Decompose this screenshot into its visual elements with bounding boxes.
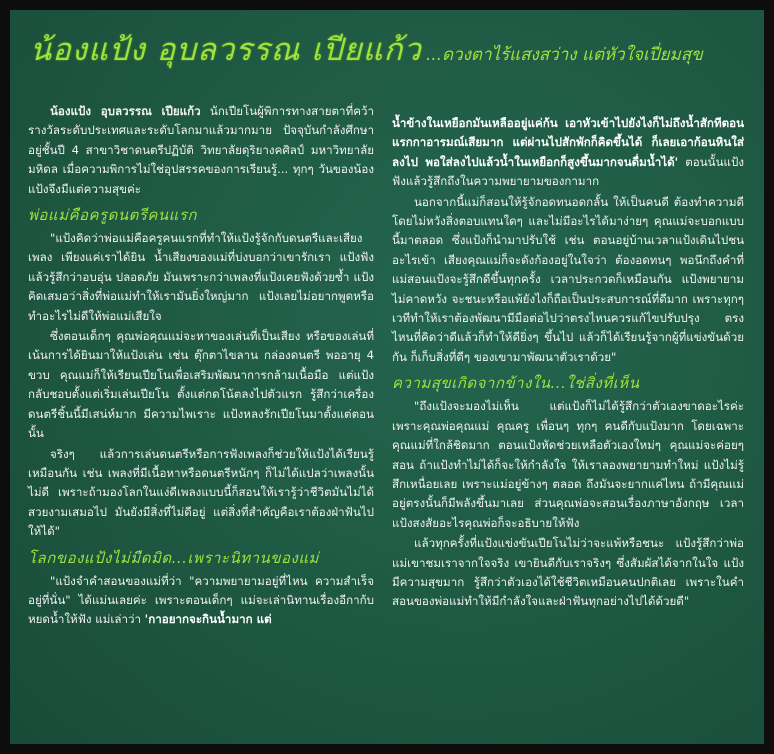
paragraph: ซึ่งตอนเด็กๆ คุณพ่อคุณแม่จะหาของเล่นที่เป็นเสียง หรือของเล่นที่เน้นการได้ยินมาให้แป้งเล่น เช่น ตุ๊กตาไขลาน กล่องดนตรี พออายุ 4 ขวบ คุณแม่ก็ให้เรียนเปียโนเพื่อเสริมพัฒนาการกล้ามเนื้อมือ แต่แป้งกลับชอบตั้งแต่เริ่มเล่นเปียโน ตั้งแต่กดโน้ตลงไปตัวแรก รู้สึกว่าเครื่องดนตรีชิ้นนี้มีเสน่ห์มาก มีความไพเราะ แป้งหลงรักเปียโนมาตั้งแต่ตอนนั้น xyxy=(28,329,374,441)
title-main: น้องแป้ง อุบลวรรณ เปียแก้ว xyxy=(30,32,422,68)
article-title xyxy=(30,24,760,86)
intro-name: น้องแป้ง อุบลวรรณ เปียแก้ว xyxy=(50,104,201,118)
paragraph xyxy=(28,572,374,630)
intro-paragraph xyxy=(28,102,374,199)
title-subtitle: ...ดวงตาไร้แสงสว่าง แต่หัวใจเปี่ยมสุข xyxy=(425,45,703,65)
paragraph: จริงๆ แล้วการเล่นดนตรีหรือการฟังเพลงก็ช่วยให้แป้งได้เรียนรู้เหมือนกัน เช่น เพลงที่มีเนื้อหาหรือดนตรีหนักๆ ก็ไม่ได้แปลว่าเพลงนั้นไม่ดี เพราะถ้ามองโลกในแง่ดีเพลงแบบนี้ก็สอนให้เรารู้ว่าชีวิตมันไม่ได้สวยงามเสมอไป มันยังมีสิ่งที่ไม่ดีอยู่ แต่สิ่งที่สำคัญคือเราต้องฝ่าฟันไปให้ได้" xyxy=(28,446,374,539)
section-heading-happiness-within: ความสุขเกิดจากข้างใน...ใช่สิ่งที่เห็น xyxy=(392,374,640,393)
paragraph-highlight: น้ำข้างในเหยือกมันเหลืออยู่แค่ก้น เอาหัวเข้าไปยังไงก็ไม่ถึงน้ำสักทีตอนแรกกาอารมณ์เสียมาก แต่ผ่านไปสักพักก็คิดขึ้นได้ ก็เลยเอาก้อนหินใส่ลงไป พอใส่ลงไปแล้วน้ำในเหยือกก็สูงขึ้นมากจนดื่มน้ำได้' xyxy=(392,116,744,169)
section-heading-parents-teachers: พ่อแม่คือครูดนตรีคนแรก xyxy=(28,206,197,225)
paragraph: นอกจากนี้แม่ก็สอนให้รู้จักอดทนอดกลั้น ให้เป็นคนดี ต้องทำความดีโดยไม่หวังสิ่งตอบแทนใดๆ และไม่มีอะไรได้มาง่ายๆ คุณแม่จะบอกแบบนี้มาตลอด ซึ่งแป้งก็นำมาปรับใช้ เช่น ตอนอยู่บ้านเวลาแป้งเดินไปชนอะไรเข้า เสียงคุณแม่ก็จะดังก้องอยู่ในใจว่า ต้องอดทนๆ พอนึกถึงคำที่แม่สอนแป้งจะรู้สึกดีขึ้นทุกครั้ง เวลาประกวดก็เหมือนกัน แป้งพยายามไม่คาดหวัง จะชนะหรือแพ้ยังไงก็ถือเป็นประสบการณ์ที่ดีมาก เพราะทุกๆ เวทีทำให้เราต้องพัฒนามีมือต่อไปว่าตรงไหนควรแก้ไขปรับปรุง ตรงไหนที่คิดว่าดีแล้วก็ทำให้ดียิ่งๆ ขึ้นไป แล้วก็ได้เรียนรู้จากผู้ที่แข่งขันด้วยกัน ก็เก็บสิ่งที่ดีๆ ของเขามาพัฒนาตัวเราด้วย" xyxy=(392,194,744,364)
paragraph: "แป้งคิดว่าพ่อแม่คือครูคนแรกที่ทำให้แป้งรู้จักกับดนตรีและเสียงเพลง เพียงแค่เราได้ยิน น้ำเสียงของแม่ที่บ่งบอกว่าเขารักเรา แป้งฟังแล้วรู้สึกว่าอบอุ่น ปลอดภัย มันเพราะกว่าเพลงที่แป้งเคยฟังด้วยซ้ำ แป้งคิดเสมอว่าสิ่งที่พ่อแม่ทำให้เรามันยิ่งใหญ่มาก แป้งเลยไม่อยากพูดหรือทำอะไรไม่ดีให้พ่อแม่เสียใจ xyxy=(28,231,374,323)
paragraph-text: "แป้งจำคำสอนของแม่ที่ว่า "ความพยายามอยู่ที่ไหน ความสำเร็จอยู่ที่นั่น" ได้แม่นเลยค่ะ เพราะตอนเด็กๆ แม่จะเล่านิทานเรื่องอีกาก้บหยดน้ำให้ฟัง แม่เล่าว่า xyxy=(28,573,374,627)
left-column xyxy=(28,102,374,631)
section-heading-mothers-tale: โลกของแป้งไม่มืดมิด...เพราะนิทานของแม่ xyxy=(28,548,319,567)
right-column xyxy=(392,114,744,613)
magazine-page xyxy=(10,10,764,744)
paragraph-highlight: 'กาอยากจะกินน้ำมาก แต่ xyxy=(144,612,272,627)
intro-text: นักเปียโนผู้พิการทางสายตาที่คว้ารางวัลระดับประเทศและระดับโลกมาแล้วมากมาย ปัจจุบันกำลังศึกษาอยู่ชั้นปี 4 สาขาวิชาดนตรีปฏิบัติ วิทยาลัยดุริยางคศิลป์ มหาวิทยาลัยมหิดล เมื่อความพิการไม่ใช่อุปสรรคของการเรียนรู้... ทุกๆ วันของน้องแป้งจึงมีแต่ความสุขค่ะ xyxy=(28,104,374,196)
paragraph xyxy=(392,114,744,192)
paragraph: แล้วทุกครั้งที่แป้งแข่งขันเปียโนไม่ว่าจะแพ้หรือชนะ แป้งรู้สึกว่าพ่อแม่เขาชมเราจากใจจริง เขายินดีกับเราจริงๆ ซึ่งสัมผัสได้จากในใจ แป้งมีความสุขมาก รู้สึกว่าตัวเองได้ใช้ชีวิตเหมือนคนปกติเลย เพราะในคำสอนของพ่อแม่ทำให้มีกำลังใจและฝ่าฟันทุกอย่างไปได้ด้วยดี" xyxy=(392,536,744,609)
paragraph-text: ตอนนั้นแป้งฟังแล้วรู้สึกถึงในความพยายามของกามาก xyxy=(392,154,744,189)
paragraph: "ถึงแป้งจะมองไม่เห็น แต่แป้งก็ไม่ได้รู้สึกว่าตัวเองขาดอะไรค่ะ เพราะคุณพ่อคุณแม่ คุณครู เพื่อนๆ ทุกๆ คนดีกับแป้งมาก โดยเฉพาะคุณแม่ที่ใกล้ชิดมาก ตอนแป้งหัดช่วยเหลือตัวเองใหม่ๆ คุณแม่จะค่อยๆ สอน ถ้าแป้งทำไม่ได้ก็จะให้กำลังใจ ให้เราลองพยายามทำใหม่ แป้งไม่รู้สึกเหนื่อยเลย เพราะแม่อยู่ข้างๆ ตลอด ถึงมันจะยากแค่ไหน ถ้ามีคุณแม่อยู่ตรงนั้นก็มีพลังขึ้นมาเลย ส่วนคุณพ่อจะสอนเรื่องภาษาอังกฤษ เวลาแป้งสงสัยอะไรคุณพ่อก็จะอธิบายให้ฟัง xyxy=(392,399,744,530)
